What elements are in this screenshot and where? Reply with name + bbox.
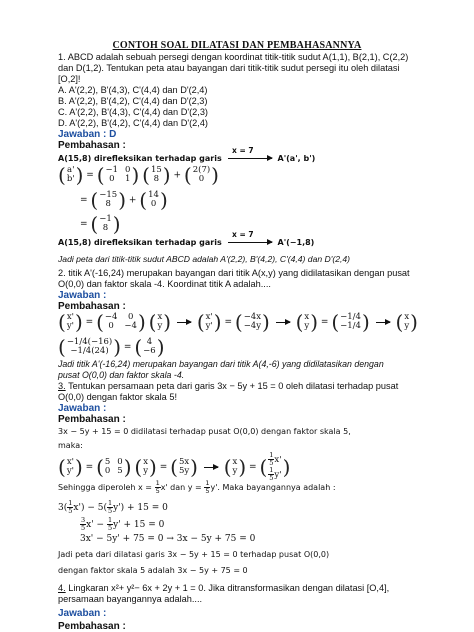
q2-pembahasan-label: Pembahasan :: [58, 301, 126, 312]
q1-line-2: dan D(1,2). Tentukan peta atau bayangan dari titik-titik sudut persegi itu oleh dilatasi: [58, 63, 400, 73]
arrow-icon: [376, 322, 390, 323]
q4-pembahasan-label: Pembahasan :: [58, 621, 126, 632]
q3-equation-1: 3( $\frac{1}{5}$ x') − 5( $\frac{1}{5}$ y') + 15 = 0: [58, 499, 168, 515]
q1-math-line-2: A(15,8) direfleksikan terhadap garis A'(−1,8) x = 7: [58, 230, 315, 247]
q4-line-1: 4. Lingkaran x²+ y²− 6x + 2y + 1 = 0. Jika ditransformasikan dengan dilatasi [O,4],: [58, 583, 390, 593]
arrow-icon: [228, 158, 272, 159]
q3-line-1: 3. Tentukan persamaan peta dari garis 3x − 5y + 15 = 0 oleh dilatasi terhadap pusat: [58, 381, 399, 391]
q1-line-1: 1. ABCD adalah sebuah persegi dengan koordinat titik-titik sudut A(1,1), B(2,1), C(2,2): [58, 52, 409, 62]
q4-line-2: persamaan bayangannya adalah....: [58, 594, 203, 604]
page-title: CONTOH SOAL DILATASI DAN PEMBAHASANNYA: [112, 40, 362, 51]
q3-equation-2: $\frac{3}{5}$ x' − $\frac{1}{5}$ y' + 15 = 0: [81, 516, 165, 532]
q1-matrix-equation: ( a' b' ) = ( −1 0 0 1 ) ( 15 8 ) + ( 2(7) 0 ): [58, 163, 219, 187]
q2-conclusion-1: Jadi titik A'(-16,24) merupakan bayangan dari titik A(4,-6) yang didilatasikan dengan: [58, 359, 384, 369]
q1-conclusion: Jadi peta dari titik-titik sudut ABCD adalah A'(2,2), B'(4,2), C'(4,4) dan D'(2,4): [58, 254, 351, 264]
q2-conclusion-2: pusat O(0,0) dan faktor skala -4.: [58, 370, 185, 380]
q1-answer: Jawaban : D: [58, 129, 117, 140]
q1-option-b: B. A'(2,2), B'(4,2), C'(4,4) dan D'(2,3): [58, 96, 208, 106]
q1-matrix-step-3: = ( −1 8 ): [80, 212, 121, 236]
q3-equation-3: 3x' − 5y' + 75 = 0 → 3x − 5y + 75 = 0: [80, 534, 256, 544]
q2-matrix-result: ( −1/4(−16) −1/4(24) ) = ( 4 −6 ): [58, 335, 165, 359]
arrow-icon: [276, 322, 290, 323]
q4-answer: Jawaban :: [58, 608, 107, 619]
q3-answer: Jawaban :: [58, 403, 107, 414]
q1-pembahasan-label: Pembahasan :: [58, 140, 126, 151]
q3-matrix-equation: ( x' y' ) = ( 5 0 0 5 ) ( x y ) = ( 5x 5y ) ( x y ) = ( $\frac{1}{5}$ x' $\frac{1}{5}$ y' ): [58, 451, 291, 482]
q1-line-3: [O,2]!: [58, 74, 81, 84]
q3-work-line-5: dengan faktor skala 5 adalah 3x − 5y + 75 = 0: [58, 566, 248, 575]
q3-work-line-4: Jadi peta dari dilatasi garis 3x − 5y + 15 = 0 terhadap pusat O(0,0): [58, 550, 330, 559]
q1-option-c: C. A'(2,2), B'(4,3), C'(4,4) dan D'(2,3): [58, 107, 208, 117]
q3-line-2: O(0,0) dengan faktor skala 5!: [58, 392, 177, 402]
q1-option-a: A. A'(2,2), B'(4,3), C'(4,4) dan D'(2,4): [58, 85, 208, 95]
q2-line-2: O(0,0) dan faktor skala -4. Koordinat titik A adalah....: [58, 279, 271, 289]
q3-work-line-2: maka:: [58, 441, 83, 450]
arrow-icon: [177, 322, 191, 323]
arrow-icon: [204, 467, 218, 468]
q2-answer: Jawaban :: [58, 290, 107, 301]
q1-matrix-step-2: = ( −15 8 ) + ( 14 0 ): [80, 188, 168, 212]
q3-work-line-3: Sehingga diperoleh x = $\frac{1}{5}$ x' dan y = $\frac{1}{5}$ y'. Maka bayangannya adalah :: [58, 479, 336, 495]
q2-matrix-equation: ( x' y' ) = ( −4 0 0 −4 ) ( x y ) ( x' y' ) = ( −4x −4y ) ( x y ) = ( −1/4 −1/4 ) ( x y ): [58, 310, 418, 334]
arrow-icon: [228, 242, 272, 243]
q1-math-line-1: A(15,8) direfleksikan terhadap garis A'(a', b') x = 7: [58, 146, 316, 163]
q1-option-d: D. A'(2,2), B'(4,2), C'(4,4) dan D'(2,4): [58, 118, 208, 128]
q2-line-1: 2. titik A'(-16,24) merupakan bayangan dari titik A(x,y) yang didilatasikan dengan pusat: [58, 268, 410, 278]
q3-pembahasan-label: Pembahasan :: [58, 414, 126, 425]
q3-work-line-1: 3x − 5y + 15 = 0 didilatasi terhadap pusat O(0,0) dengan faktor skala 5,: [58, 427, 351, 436]
